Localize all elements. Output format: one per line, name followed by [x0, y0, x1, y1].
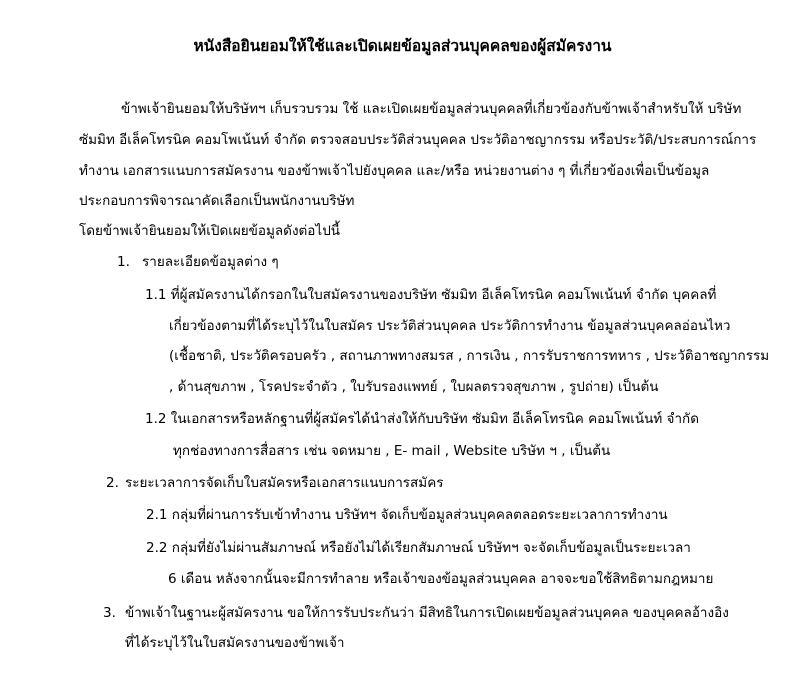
- item-1-1-line-1: 1.1 ที่ผู้สมัครงานได้กรอกในใบสมัครงานของบริษัท ซัมมิท อีเล็คโทรนิค คอมโพเน้นท์ จำกัด บุคคลที่: [145, 287, 717, 303]
- document-title: หนังสือยินยอมให้ใช้และเปิดเผยข้อมูลส่วนบุคคลของผู้สมัครงาน: [193, 37, 612, 55]
- item-2-2-line-1: 2.2 กลุ่มที่ยังไม่ผ่านสัมภาษณ์ หรือยังไม่ได้เรียกสัมภาษณ์ บริษัทฯ จะจัดเก็บข้อมูลเป็นระยะเวลา: [146, 540, 691, 556]
- item-1-2-line-1: 1.2 ในเอกสารหรือหลักฐานที่ผู้สมัครได้นำส่งให้กับบริษัท ซัมมิท อีเล็คโทรนิค คอมโพเน้นท์ จำกัด: [145, 411, 699, 427]
- item-1-1-line-4: , ด้านสุขภาพ , โรคประจำตัว , ใบรับรองแพทย์ , ใบผลตรวจสุขภาพ , รูปถ่าย) เป็นต้น: [169, 379, 659, 395]
- intro-line-4: ประกอบการพิจารณาคัดเลือกเป็นพนักงานบริษัท: [79, 193, 355, 209]
- intro-line-3: ทำงาน เอกสารแนบการสมัครงาน ของข้าพเจ้าไปยังบุคคล และ/หรือ หน่วยงานต่าง ๆ ที่เกี่ยวข้องเพื่อเป็นข้อมูล: [79, 163, 710, 179]
- section-2-number: 2.: [106, 475, 119, 491]
- section-3-number: 3.: [103, 605, 116, 621]
- item-1-2-line-2: ทุกช่องทางการสื่อสาร เช่น จดหมาย , E- mail , Website บริษัท ฯ , เป็นต้น: [173, 443, 611, 459]
- intro-line-1: ข้าพเจ้ายินยอมให้บริษัทฯ เก็บรวบรวม ใช้ และเปิดเผยข้อมูลส่วนบุคคลที่เกี่ยวข้องกับข้าพเจ้าสำหรับให้ บริษัท: [121, 101, 742, 117]
- section-2-heading: ระยะเวลาการจัดเก็บใบสมัครหรือเอกสารแนบการสมัคร: [125, 475, 444, 491]
- intro-line-5: โดยข้าพเจ้ายินยอมให้เปิดเผยข้อมูลดังต่อไปนี้: [79, 223, 341, 239]
- section-1-number: 1.: [117, 254, 130, 270]
- intro-line-2: ซัมมิท อีเล็คโทรนิค คอมโพเน้นท์ จำกัด ตรวจสอบประวัติส่วนบุคคล ประวัติอาชญากรรม หรือประวัติ/ประสบการณ์การ: [79, 132, 757, 148]
- section-3-line-1: ข้าพเจ้าในฐานะผู้สมัครงาน ขอให้การรับประกันว่า มีสิทธิในการเปิดเผยข้อมูลส่วนบุคคล ของบุคคลอ้างอิง: [125, 605, 729, 621]
- item-2-2-line-2: 6 เดือน หลังจากนั้นจะมีการทำลาย หรือเจ้าของข้อมูลส่วนบุคคล อาจจะขอใช้สิทธิตามกฎหมาย: [168, 571, 714, 587]
- item-1-1-line-3: (เชื้อชาติ, ประวัติครอบครัว , สถานภาพทางสมรส , การเงิน , การรับราชการทหาร , ประวัติอาชญากรรม: [169, 348, 770, 364]
- item-1-1-line-2: เกี่ยวข้องตามที่ได้ระบุไว้ในใบสมัคร ประวัติส่วนบุคคล ประวัติการทำงาน ข้อมูลส่วนบุคคลอ่อนไหว: [169, 318, 731, 334]
- section-1-heading: รายละเอียดข้อมูลต่าง ๆ: [142, 254, 279, 270]
- item-2-1: 2.1 กลุ่มที่ผ่านการรับเข้าทำงาน บริษัทฯ จัดเก็บข้อมูลส่วนบุคคลตลอดระยะเวลาการทำงาน: [146, 507, 668, 523]
- section-3-line-2: ที่ได้ระบุไว้ในใบสมัครงานของข้าพเจ้า: [125, 635, 345, 651]
